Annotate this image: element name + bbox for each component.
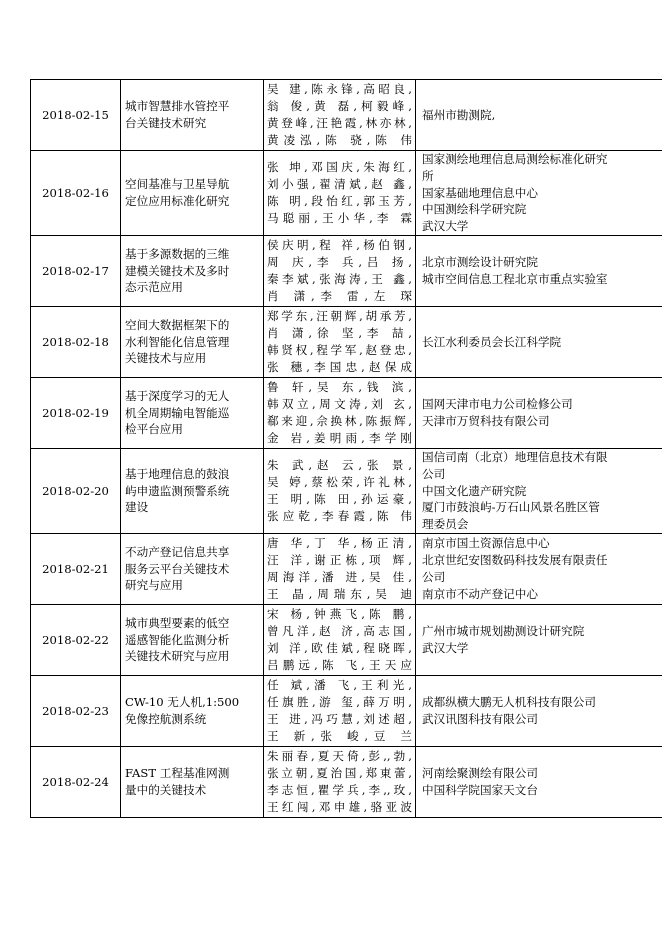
table-row — [31, 676, 662, 747]
organizations — [416, 151, 662, 236]
team-members-line: 黄凌泓,陈 骁,陈 伟 — [267, 132, 412, 147]
project-title-line: 基于深度学习的无人 — [125, 388, 230, 403]
organizations-line: 成都纵横大鹏无人机科技有限公司 — [422, 695, 596, 710]
organizations — [416, 378, 662, 449]
project-title-line: FAST 工程基准网测 — [125, 766, 230, 781]
team-members — [264, 534, 416, 605]
project-title-line: 建模关键技术及多时 — [125, 263, 230, 278]
team-members-line: 汪 洋,谢正栋,项 辉, — [267, 553, 412, 568]
project-title-line: 量中的关键技术 — [125, 783, 207, 797]
project-title-line: 水利智能化信息管理 — [125, 334, 230, 349]
table-row — [31, 151, 662, 236]
team-members-line: 金 岩,姜明雨,李学刚 — [267, 430, 412, 445]
project-title-line: 不动产登记信息共享 — [125, 544, 230, 559]
team-members-line: 王 晶,周瑞东,吴 迪 — [267, 586, 412, 601]
organizations-line: 国信司南（北京）地理信息技术有限 — [422, 450, 608, 464]
team-members-line: 刘 洋,欧佳斌,程晓晖, — [267, 641, 412, 655]
team-members-line: 王 明,陈 田,孙运豪, — [267, 492, 412, 506]
team-members — [264, 378, 416, 449]
team-members-line: 张立朝,夏治国,郑東蕾, — [267, 766, 412, 781]
award-date: 2018-02-21 — [31, 534, 121, 605]
project-title-line: 遥感智能化监测分析 — [125, 632, 230, 647]
organizations-line: 国家测绘地理信息局测绘标准化研究 — [422, 152, 608, 166]
organizations — [416, 676, 662, 747]
organizations-line: 北京世纪安图数码科技发展有限责任 — [422, 553, 608, 568]
organizations — [416, 747, 662, 818]
organizations-line: 所 — [422, 168, 434, 183]
team-members-line: 曾凡洋,赵 济,高志国, — [267, 624, 412, 639]
team-members-line: 王红闯,邓申雄,骆亚波 — [267, 799, 412, 814]
organizations-line: 广州市城市规划勘测设计研究院 — [422, 624, 585, 639]
organizations-line: 河南绘聚测绘有限公司 — [422, 766, 538, 781]
project-title-line: 基于多源数据的三维 — [125, 246, 230, 261]
table-row — [31, 236, 662, 307]
team-members-line: 王 进,冯巧慧,刘述超, — [267, 712, 412, 726]
team-members-line: 朱 武,赵 云,张 景, — [267, 458, 412, 473]
team-members-line: 宋 杨,钟燕飞,陈 鹏, — [267, 607, 412, 622]
organizations-line: 福州市勘测院, — [422, 107, 496, 122]
organizations — [416, 307, 662, 378]
project-title — [121, 80, 264, 151]
team-members — [264, 449, 416, 534]
team-members-line: 翁 俊,黄 磊,柯毅峰, — [267, 99, 412, 114]
project-title-line: 城市典型要素的低空 — [125, 615, 230, 630]
project-title-line: 台关键技术研究 — [125, 116, 207, 130]
table-row — [31, 605, 662, 676]
project-title-line: 检平台应用 — [125, 422, 183, 437]
table-row — [31, 747, 662, 818]
team-members-line: 肖 潇,李 雷,左 琛 — [267, 288, 412, 303]
project-title-line: 免像控航测系统 — [125, 712, 207, 726]
table-row — [31, 449, 662, 534]
project-title-line: 机全周期输电智能巡 — [125, 405, 230, 420]
project-title — [121, 605, 264, 676]
team-members-line: 张 穗,李国忠,赵保成 — [267, 359, 412, 374]
project-title — [121, 236, 264, 307]
team-members-line: 吕鹏远,陈 飞,王天应 — [267, 657, 412, 672]
award-date: 2018-02-22 — [31, 605, 121, 676]
team-members — [264, 605, 416, 676]
team-members-line: 王 新,张 峻,豆 兰 — [267, 728, 412, 743]
organizations — [416, 449, 662, 534]
team-members-line: 吴 建,陈永锋,高昭良, — [267, 82, 412, 97]
award-date: 2018-02-20 — [31, 449, 121, 534]
organizations-line: 国家基础地理信息中心 — [422, 185, 538, 200]
organizations-line: 国网天津市电力公司检修公司 — [422, 397, 573, 412]
project-title — [121, 151, 264, 236]
award-date: 2018-02-17 — [31, 236, 121, 307]
organizations-line: 南京市不动产登记中心 — [422, 586, 538, 601]
award-date: 2018-02-18 — [31, 307, 121, 378]
team-members-line: 秦李斌,张海涛,王 鑫, — [267, 272, 412, 286]
team-members-line: 韩贤权,程学军,赵登忠, — [267, 343, 412, 357]
award-table — [30, 79, 662, 818]
award-date: 2018-02-15 — [31, 80, 121, 151]
award-date: 2018-02-16 — [31, 151, 121, 236]
team-members-line: 刘小强,翟清斌,赵 鑫, — [267, 177, 412, 192]
project-title-line: 态示范应用 — [125, 280, 183, 295]
project-title-line: 建设 — [125, 500, 149, 515]
team-members-line: 韩双立,周文涛,刘 玄, — [267, 397, 412, 412]
project-title-line: 屿申遗监测预警系统 — [125, 483, 230, 498]
organizations — [416, 534, 662, 605]
team-members — [264, 676, 416, 747]
project-title-line: 服务云平台关键技术 — [125, 561, 230, 576]
organizations — [416, 80, 662, 151]
project-title — [121, 378, 264, 449]
table-row — [31, 307, 662, 378]
project-title — [121, 449, 264, 534]
organizations-line: 公司 — [422, 570, 446, 584]
table-row — [31, 80, 662, 151]
organizations-line: 城市空间信息工程北京市重点实验室 — [422, 272, 608, 286]
team-members-line: 吴 婷,蔡松荣,许礼林, — [267, 475, 412, 490]
project-title-line: 城市智慧排水管控平 — [125, 99, 230, 114]
project-title-line: 定位应用标准化研究 — [125, 194, 230, 208]
team-members-line: 鲁 轩,吴 东,钱 滨, — [267, 380, 412, 395]
project-title-line: 空间基准与卫星导航 — [125, 177, 230, 192]
award-date: 2018-02-19 — [31, 378, 121, 449]
award-date: 2018-02-23 — [31, 676, 121, 747]
team-members-line: 唐 华,丁 华,杨正清, — [267, 536, 412, 551]
team-members — [264, 307, 416, 378]
team-members-line: 朱丽春,夏天倚,彭,,勃, — [267, 749, 412, 764]
organizations-line: 长江水利委员会长江科学院 — [422, 334, 562, 349]
team-members-line: 周海洋,潘 进,吴 佳, — [267, 570, 412, 584]
organizations-line: 厦门市鼓浪屿-万石山风景名胜区管 — [422, 500, 600, 515]
table-row — [31, 378, 662, 449]
team-members-line: 侯庆明,程 祥,杨伯钢, — [267, 238, 412, 253]
project-title-line: 关键技术与应用 — [125, 351, 207, 366]
team-members-line: 李志恒,瞿学兵,李,,玫, — [267, 783, 412, 797]
team-members-line: 任 斌,潘 飞,王利光, — [267, 678, 412, 693]
table-row — [31, 534, 662, 605]
team-members-line: 郗来迎,佘换林,陈振辉, — [267, 414, 412, 428]
project-title — [121, 747, 264, 818]
organizations-line: 武汉大学 — [422, 219, 469, 234]
project-title — [121, 534, 264, 605]
team-members-line: 郑学东,汪朝辉,胡承芳, — [267, 309, 412, 324]
project-title-line: 研究与应用 — [125, 578, 183, 593]
project-title — [121, 307, 264, 378]
team-members-line: 马聪丽,王小华,李 霖 — [267, 210, 412, 225]
organizations-line: 公司 — [422, 466, 446, 481]
team-members-line: 张应乾,李春霞,陈 伟 — [267, 508, 412, 523]
team-members — [264, 80, 416, 151]
team-members-line: 黄登峰,汪艳霞,林亦林, — [267, 116, 412, 130]
organizations-line: 天津市万贸科技有限公司 — [422, 414, 550, 428]
team-members-line: 张 坤,邓国庆,朱海红, — [267, 160, 412, 175]
project-title-line: 基于地理信息的鼓浪 — [125, 466, 230, 481]
organizations-line: 南京市国土资源信息中心 — [422, 536, 550, 551]
organizations-line: 北京市测绘设计研究院 — [422, 255, 538, 270]
team-members — [264, 236, 416, 307]
organizations-line: 武汉讯图科技有限公司 — [422, 712, 538, 726]
team-members-line: 任旗胜,游 玺,薛万明, — [267, 695, 412, 710]
organizations-line: 武汉大学 — [422, 641, 469, 655]
award-table-body — [31, 80, 662, 818]
project-title-line: CW-10 无人机,1:500 — [125, 695, 240, 710]
organizations — [416, 605, 662, 676]
organizations-line: 中国文化遗产研究院 — [422, 483, 527, 498]
project-title-line: 空间大数据框架下的 — [125, 317, 230, 332]
team-members-line: 周 庆,李 兵,吕 扬, — [267, 255, 412, 270]
team-members — [264, 151, 416, 236]
team-members-line: 肖 潇,徐 坚,李 喆, — [267, 326, 412, 341]
organizations-line: 中国科学院国家天文台 — [422, 783, 538, 797]
project-title-line: 关键技术研究与应用 — [125, 649, 230, 664]
award-date: 2018-02-24 — [31, 747, 121, 818]
project-title — [121, 676, 264, 747]
organizations-line: 理委员会 — [422, 517, 469, 532]
organizations — [416, 236, 662, 307]
team-members — [264, 747, 416, 818]
organizations-line: 中国测绘科学研究院 — [422, 202, 527, 217]
team-members-line: 陈 明,段怡红,郭玉芳, — [267, 194, 412, 208]
